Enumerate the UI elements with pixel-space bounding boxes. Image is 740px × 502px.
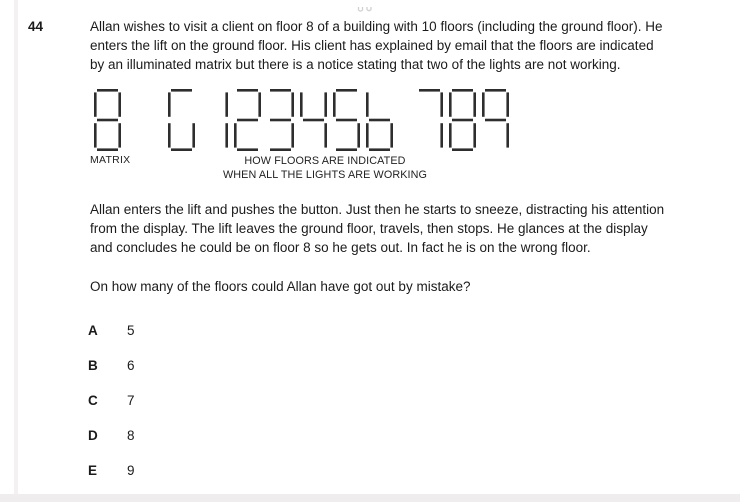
seven-segment-digit-1 (201, 89, 228, 151)
segment-f (94, 92, 97, 116)
question-number: 44 (28, 19, 44, 34)
option-value: 7 (127, 393, 135, 408)
paragraph1-line-2: enters the lift on the ground floor. His client has explained by email that the floors are indicated (90, 38, 654, 53)
segment-d (452, 148, 473, 151)
paragraph1-line-3: by an illuminated matrix but there is a notice stating that two of the lights are not working. (90, 57, 621, 72)
segment-c (118, 123, 121, 147)
cropped-header-artifact (356, 0, 373, 18)
segment-a (171, 89, 192, 92)
question-prompt: On how many of the floors could Allan have got out by mistake? (90, 279, 471, 294)
figure-caption-line-1: HOW FLOORS ARE INDICATED (244, 155, 406, 167)
segment-b (506, 92, 509, 116)
segment-b (473, 92, 476, 116)
segment-c (473, 123, 476, 147)
segment-g (369, 119, 390, 122)
segment-e (449, 123, 452, 147)
segment-b (291, 92, 294, 116)
segment-g (336, 119, 357, 122)
seven-segment-digit-G (168, 89, 195, 151)
segment-f (366, 92, 369, 116)
seven-segment-digit-7 (416, 89, 443, 151)
segment-f (449, 92, 452, 116)
scan-edge-left (14, 0, 18, 502)
segment-d (270, 148, 291, 151)
segment-e (94, 123, 97, 147)
scan-edge-bottom (0, 494, 740, 502)
answer-option-c (88, 392, 135, 409)
paragraph2-line-3: and concludes he could be on floor 8 so he gets out. In fact he is on the wrong floor. (90, 240, 591, 255)
seven-segment-digit-3 (267, 89, 294, 151)
segment-f (168, 92, 171, 116)
option-value: 6 (127, 358, 135, 373)
segment-g (270, 119, 291, 122)
option-value: 9 (127, 463, 135, 478)
segment-b (118, 92, 121, 116)
matrix-display-figure (94, 89, 121, 156)
segment-a (97, 89, 118, 92)
seven-segment-digit-9 (482, 89, 509, 151)
segment-c (440, 123, 443, 147)
segment-b (440, 92, 443, 116)
segment-g (485, 119, 506, 122)
segment-f (333, 92, 336, 116)
answer-option-e (88, 462, 135, 479)
answer-option-a (88, 322, 135, 339)
matrix-label: MATRIX (90, 154, 131, 166)
segment-a (419, 89, 440, 92)
segment-b (225, 92, 228, 116)
option-letter: D (88, 428, 98, 443)
seven-segment-digit-2 (234, 89, 261, 151)
answer-option-b (88, 357, 135, 374)
seven-segment-digit-8 (449, 89, 476, 151)
seven-segment-digit-5 (333, 89, 360, 151)
option-letter: E (88, 463, 98, 478)
segment-e (234, 123, 237, 147)
segment-g (303, 119, 324, 122)
question-paragraph-1 (90, 17, 663, 74)
segment-d (336, 148, 357, 151)
segment-a (452, 89, 473, 92)
segment-c (192, 123, 195, 147)
floor-digits-figure (168, 89, 509, 151)
option-letter: C (88, 393, 98, 408)
segment-d (171, 148, 192, 151)
option-letter: A (88, 323, 98, 338)
paragraph2-line-2: from the display. The lift leaves the ground floor, travels, then stops. He glances at the display (90, 221, 648, 236)
segment-c (225, 123, 228, 147)
segment-d (369, 148, 390, 151)
answer-option-d (88, 427, 135, 444)
figure-caption (169, 154, 481, 182)
segment-a (485, 89, 506, 92)
paragraph2-line-1: Allan enters the lift and pushes the button. Just then he starts to sneeze, distracting his attention (90, 202, 665, 217)
segment-c (324, 123, 327, 147)
segment-a (270, 89, 291, 92)
seven-segment-digit-6 (366, 89, 393, 151)
segment-e (366, 123, 369, 147)
segment-c (291, 123, 294, 147)
seven-segment-digit-4 (300, 89, 327, 151)
segment-a (336, 89, 357, 92)
segment-d (237, 148, 258, 151)
question-paragraph-2 (90, 200, 664, 257)
segment-d (97, 148, 118, 151)
segment-c (506, 123, 509, 147)
segment-c (357, 123, 360, 147)
segment-g (237, 119, 258, 122)
paragraph1-line-1: Allan wishes to visit a client on floor 8 of a building with 10 floors (including the ground floor). He (90, 19, 663, 34)
segment-a (237, 89, 258, 92)
option-value: 8 (127, 428, 135, 443)
segment-g (97, 119, 118, 122)
segment-f (300, 92, 303, 116)
figure-caption-line-2: WHEN ALL THE LIGHTS ARE WORKING (222, 169, 428, 181)
seven-segment-digit-8 (94, 89, 121, 151)
segment-e (168, 123, 171, 147)
segment-f (482, 92, 485, 116)
segment-g (452, 119, 473, 122)
segment-b (258, 92, 261, 116)
option-letter: B (88, 358, 98, 373)
segment-c (390, 123, 393, 147)
segment-b (324, 92, 327, 116)
option-value: 5 (127, 323, 135, 338)
